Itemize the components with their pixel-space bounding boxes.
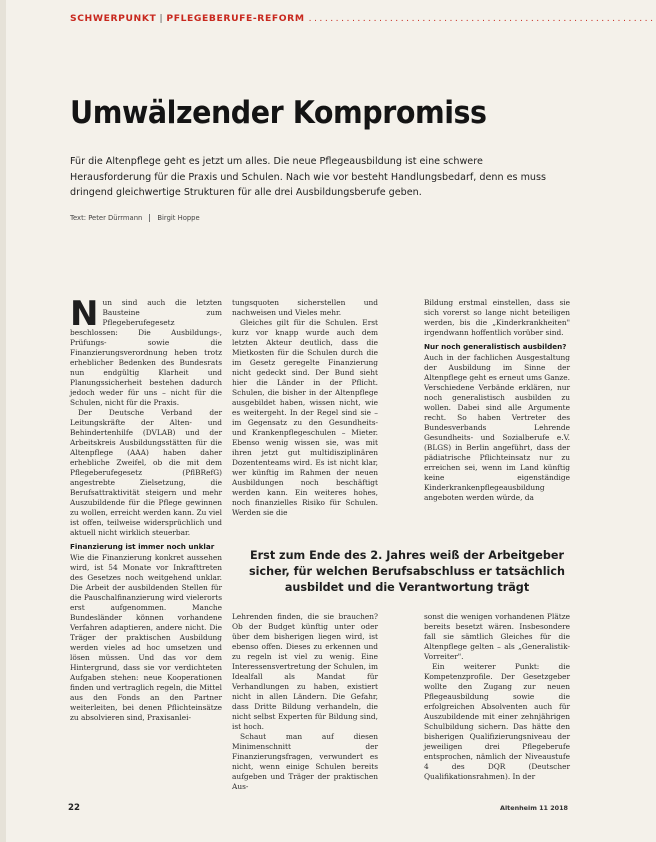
col2b-paragraph-1: Lehrenden finden, die sie brauchen? Ob der Budget künftig unter oder über dem bisherigen liegen wird, ist ebenso offen. Dieses zu erkennen und zu regeln ist viel zu wenig. Eine Interessensvertretung der Schulen, im Idealfall als Mandat für Verhandlungen zu haben, existiert nicht in allen Ländern. Die Gefahr, dass Dritte Bildung verhandeln, die nicht selbst Experten für Bildung sind, ist hoch. (232, 612, 378, 731)
col1-paragraph-1: un sind auch die letzten Bausteine zum Pflegeberufegesetz beschlossen: Die Ausbildungs-, Prüfungs- sowie die Finanzierungsverordnung heben trotz erheblicher Bedenken des Bundesrats nun endgültig Klarheit und Planungssicherheit bestehen dadurch jedoch weder für uns – nicht für die Schulen, nicht für die Praxis. (70, 298, 222, 407)
col2-paragraph-1: tungsquoten sicherstellen und nachweisen und Vieles mehr. (232, 298, 378, 317)
rubric-dots: ................................................................ (308, 13, 656, 24)
col3b-paragraph-1: sonst die wenigen vorhandenen Plätze bereits besetzt wären. Insbesondere fall sie sämtlich Gleiches für die Altenpflege gelten – als „Generalistik-Vorreiter". (424, 612, 570, 661)
section-rubric (70, 13, 656, 24)
scan-edge (0, 0, 6, 842)
rubric-topic: PFLEGEBERUFE-REFORM (166, 13, 305, 24)
col2b-paragraph-2: Schaut man auf diesen Minimenschnitt der Finanzierungsfragen, verwundert es nicht, wenn einige Schulen bereits aufgeben und Träger der praktischen Aus- (232, 732, 378, 791)
column-1 (70, 294, 222, 798)
byline-author: Text: Peter Dürrmann (70, 214, 143, 222)
drop-cap: N (70, 294, 99, 334)
column-3-upper (424, 298, 570, 538)
page-number: 22 (68, 803, 80, 813)
pull-quote: Erst zum Ende des 2. Jahres weiß der Arbeitgeber sicher, für welchen Berufsabschluss er tatsächlich ausbildet und die Verantwortung trägt (248, 549, 565, 595)
byline-coauthor: Birgit Hoppe (157, 214, 200, 222)
col3-paragraph-2: Auch in der fachlichen Ausgestaltung der Ausbildung im Sinne der Altenpflege geht es erneut ums Ganze. Verschiedene Verbände erklären, nur noch generalistisch ausbilden zu wollen. Dabei sind alle Argumente recht. So haben Vertreter des Bundesverbands Lehrende Gesundheits- und Sozialberufe e.V. (BLGS) in Berlin angeführt, dass der pädiatrische Pflichteinsatz nur zu erreichen sei, wenn im Land künftig keine eigenständige Kinderkrankenpflegeausbildung angeboten werden würde, da (424, 353, 570, 502)
column-2-upper (232, 298, 378, 538)
byline (70, 214, 200, 222)
magazine-issue: Altenheim 11 2018 (500, 804, 568, 812)
article-title: Umwälzender Kompromiss (70, 95, 487, 131)
col1-paragraph-3: Wie die Finanzierung konkret aussehen wird, ist 54 Monate vor Inkrafttreten des Gesetzes noch weitgehend unklar. Die Arbeit der ausbildenden Stellen für die Pauschalfinanzierung wird vielerorts erst aufgenommen. Manche Bundesländer können vorhandene Verfahren adaptieren, andere nicht. Die Träger der praktischen Ausbildung werden vieles ad hoc umsetzen und lösen müssen. Und das vor dem Hintergrund, dass sie vor verdichteten Aufgaben stehen: neue Kooperationen finden und vertraglich regeln, die Mittel aus den Fonds an den Partner weiterleiten, bei denen Pflichteinsätze zu absolvieren sind, Praxisanlei- (70, 553, 222, 722)
column-2-lower (232, 612, 378, 798)
col1-paragraph-2: Der Deutsche Verband der Leitungskräfte der Alten- und Behindertenhilfe (DVLAB) und der Arbeitskreis Ausbildungsstätten für die Altenpflege (AAA) haben daher erhebliche Zweifel, ob die mit dem Pflegeberufegesetz (PflBRefG) angestrebte Zielsetzung, die Berufsattraktivität steigern und mehr Auszubildende für die Pflege gewinnen zu wollen, erreicht werden kann. Zu viel ist offen, teilweise widersprüchlich und aktuell nicht wirklich steuerbar. (70, 408, 222, 537)
article-lead: Für die Altenpflege geht es jetzt um alles. Die neue Pflegeausbildung ist eine schwere Herausforderung für die Praxis und Schulen. Nach wie vor besteht Handlungsbedarf, denn es muss dringend gleichwertige Strukturen für alle drei Ausbildungsberufe geben. (70, 156, 546, 199)
col2-paragraph-2: Gleiches gilt für die Schulen. Erst kurz vor knapp wurde auch dem letzten Akteur deutlich, dass die Mietkosten für die Schulen durch die im Gesetz geregelte Finanzierung nicht gedeckt sind. Der Bund sieht hier die Länder in der Pflicht. Schulen, die bisher in der Altenpflege ausgebildet haben, wissen nicht, wie es weitergeht. In der Regel sind sie – im Gegensatz zu den Gesundheits- und Krankenpflegeschulen – Mieter. Ebenso wenig wissen sie, was mit ihren jetzt gut multidisziplinären Dozententeams wird. Es ist nicht klar, wer künftig im Rahmen der neuen Ausbildungen noch beschäftigt werden kann. Ein weiteres hohes, noch finanzielles Risiko für Schulen. Werden sie die (232, 318, 378, 517)
rubric-section: SCHWERPUNKT (70, 13, 157, 24)
col3b-paragraph-2: Ein weiterer Punkt: die Kompetenzprofile. Der Gesetzgeber wollte den Zugang zur neuen Pflegeausbildung sowie die erfolgreichen Absolventen auch für Auszubildende mit einer zehnjährigen Schulbildung sichern. Das hätte den bisherigen Qualifizierungsniveau der jeweiligen drei Pflegeberufe entsprochen, nämlich der Niveaustufe 4 des DQR (Deutscher Qualifikationsrahmen). In der (424, 662, 570, 781)
column-3-lower (424, 612, 570, 798)
col3-subheading: Nur noch generalistisch ausbilden? (424, 342, 567, 351)
byline-divider (149, 214, 150, 222)
rubric-separator: | (159, 13, 164, 24)
col3-paragraph-1: Bildung erstmal einstellen, dass sie sich vorerst so lange nicht beteiligen werden, bis die „Kinderkrankheiten" irgendwann hoffentlich vorüber sind. (424, 298, 570, 337)
col1-subheading: Finanzierung ist immer noch unklar (70, 542, 215, 551)
